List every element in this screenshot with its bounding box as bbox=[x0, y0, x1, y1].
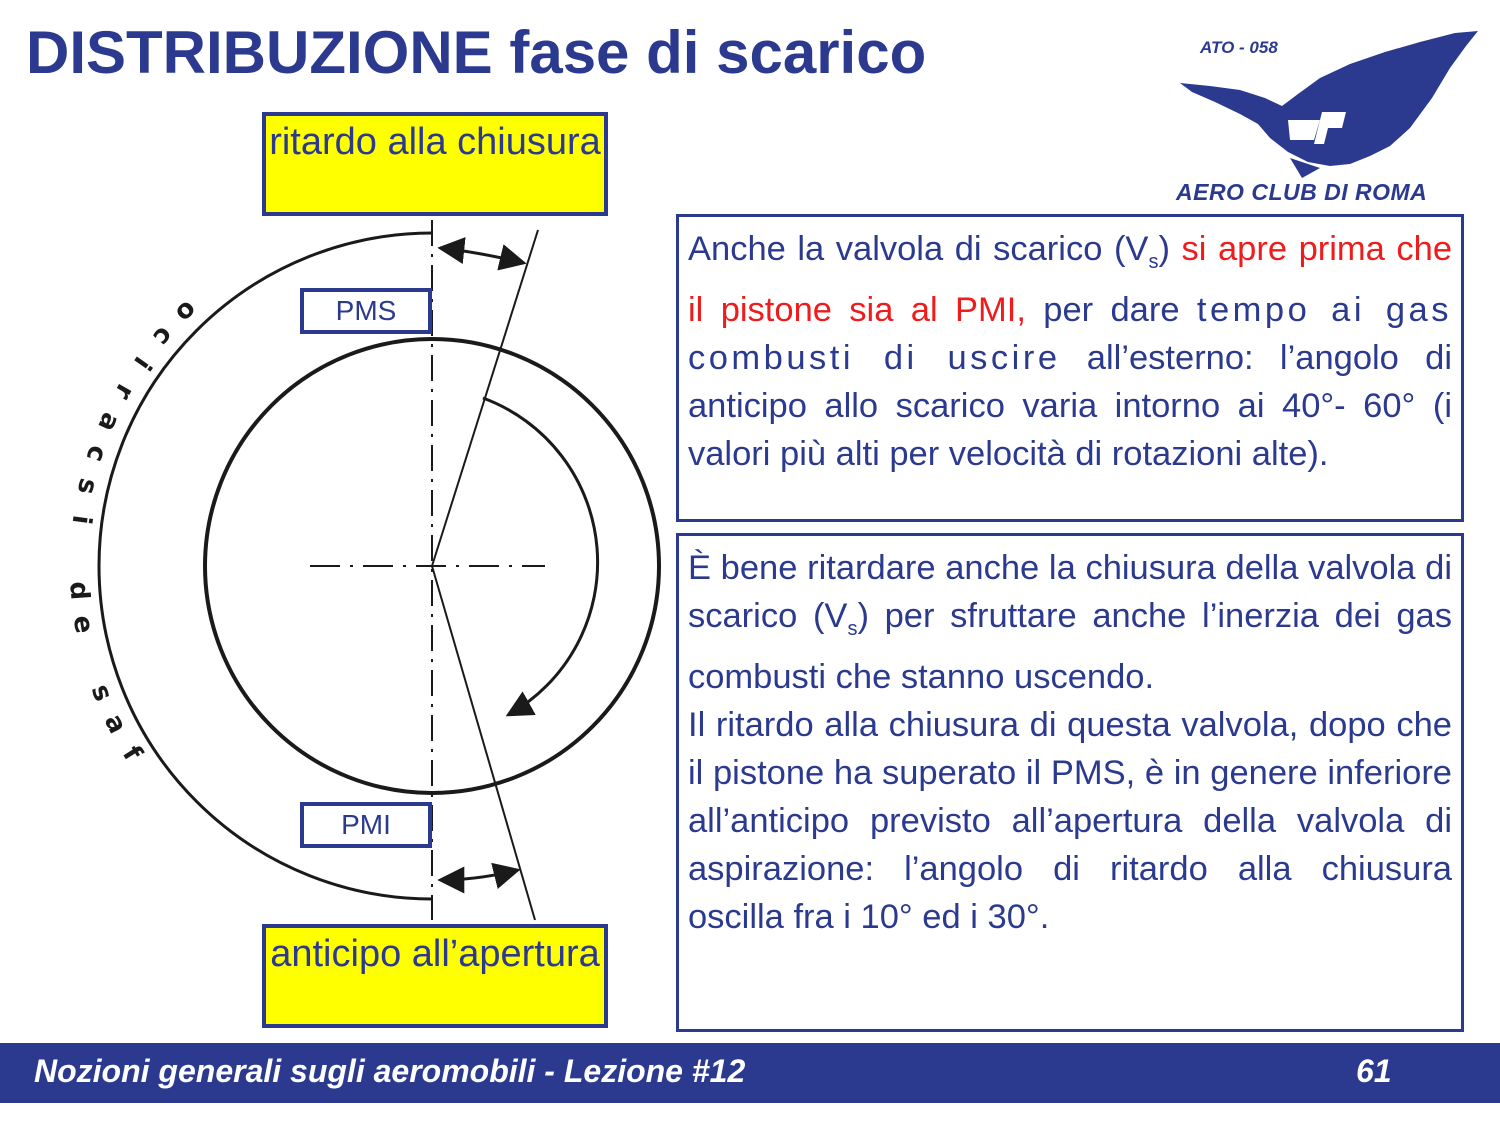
pms-label: PMS bbox=[300, 288, 432, 334]
paragraph-closing-delay bbox=[688, 544, 1452, 701]
arc-letter: c bbox=[79, 441, 113, 466]
text-segment: per dare bbox=[1025, 290, 1197, 329]
arc-letter: i bbox=[127, 350, 157, 376]
arc-letter: i bbox=[65, 513, 97, 527]
subscript: s bbox=[847, 617, 858, 640]
arc-letter: s bbox=[84, 680, 119, 706]
closing-angle-arrow bbox=[440, 248, 524, 263]
opening-angle-arrow bbox=[440, 870, 518, 880]
page-number: 61 bbox=[1356, 1053, 1392, 1089]
logo-club-name: AERO CLUB DI ROMA bbox=[1176, 179, 1428, 205]
pmi-label: PMI bbox=[300, 802, 432, 848]
course-title: Nozioni generali sugli aeromobili - Lezione #12 bbox=[34, 1053, 746, 1089]
highlighted-text: si apre prima che il pistone sia al PMI, bbox=[688, 230, 1453, 329]
arc-letter: a bbox=[91, 407, 126, 437]
closing-delay-box: ritardo alla chiusura bbox=[262, 112, 608, 216]
exhaust-opening-textbox bbox=[676, 214, 1464, 522]
footer-bar bbox=[0, 1043, 1500, 1103]
exhaust-closing-textbox bbox=[676, 533, 1464, 1032]
text-segment: ) per sfruttare anche l’inerzia dei gas combusti che stanno uscendo. bbox=[688, 597, 1452, 696]
paragraph-closing-angle: Il ritardo alla chiusura di questa valvola, dopo che il pistone ha superato il PMS, è in genere inferiore all’anticipo previsto all’apertura della valvola di aspirazione: l’angolo di ritardo alla chiusura oscilla fra i 10° ed i 30°. bbox=[688, 705, 1452, 936]
rotation-arrow bbox=[483, 398, 598, 715]
opening-advance-box: anticipo all’apertura bbox=[262, 924, 608, 1028]
subscript: s bbox=[1148, 250, 1159, 273]
slide-title: DISTRIBUZIONE fase di scarico bbox=[26, 19, 927, 86]
arc-letter: r bbox=[107, 378, 141, 405]
paragraph-exhaust-opening bbox=[688, 225, 1452, 478]
arc-letter: o bbox=[169, 294, 203, 329]
exhaust-phase-diagram bbox=[30, 110, 670, 1030]
opening-line bbox=[432, 566, 535, 920]
arc-letter: c bbox=[146, 320, 180, 352]
aero-club-logo bbox=[1170, 28, 1482, 210]
arc-text-fase-di-scarico bbox=[63, 294, 203, 767]
text-segment: Anche la valvola di scarico (V bbox=[688, 230, 1149, 268]
text-segment: È bene ritardare anche la chiusura della valvola di scarico (V bbox=[688, 549, 1452, 635]
arc-letter: a bbox=[97, 709, 133, 739]
logo-code: ATO - 058 bbox=[1200, 38, 1278, 57]
text-segment: ) bbox=[1158, 230, 1182, 268]
text-segment: tempo ai gas combusti di uscire bbox=[688, 290, 1452, 377]
arc-letter: e bbox=[66, 613, 100, 636]
arc-letter: f bbox=[116, 740, 148, 767]
arc-letter: s bbox=[70, 475, 104, 498]
arc-letter: d bbox=[63, 580, 95, 602]
text-segment: all’esterno: l’angolo di anticipo allo scarico varia intorno ai 40°- 60° (i valori più alti per velocità di rotazioni alte). bbox=[688, 338, 1452, 473]
